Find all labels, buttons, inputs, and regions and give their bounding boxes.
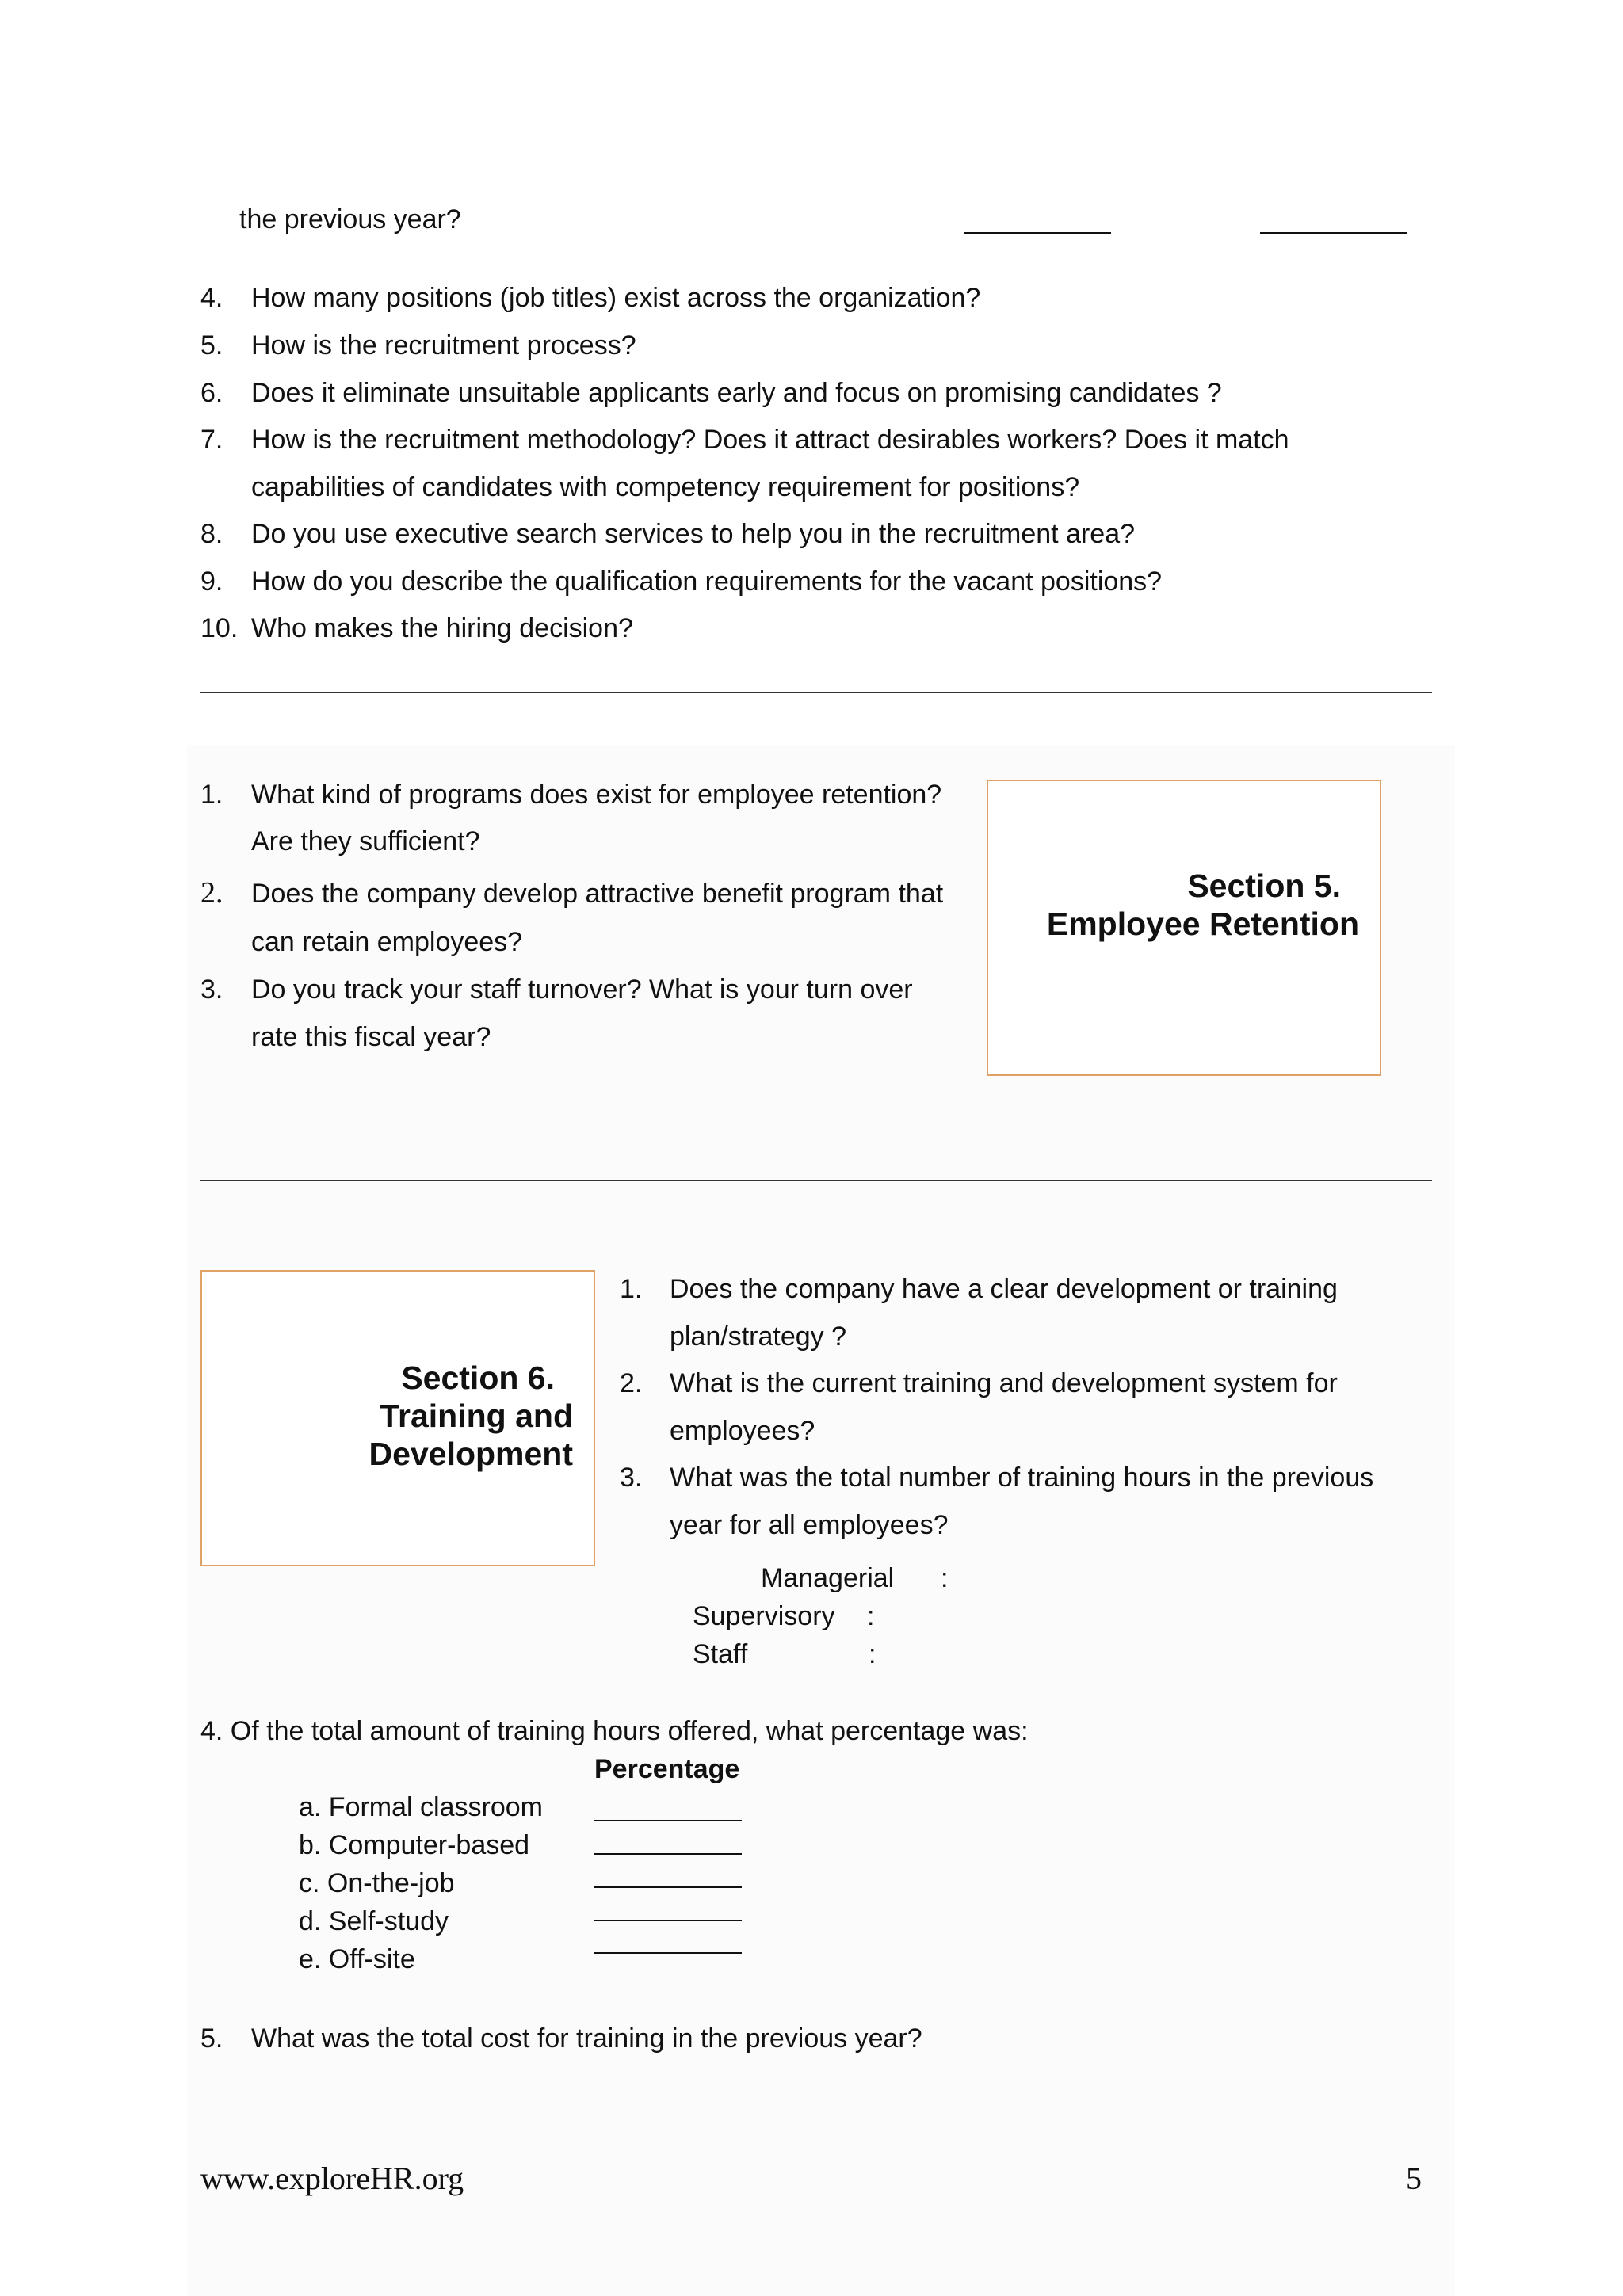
question-number: 9.: [200, 566, 223, 597]
question-number: 6.: [200, 378, 223, 408]
section-5-title: Employee Retention: [1046, 906, 1359, 942]
question-text: How many positions (job titles) exist across the organization?: [251, 283, 981, 313]
question-number: 7.: [200, 425, 223, 455]
percentage-item-label: e. Off-site: [299, 1944, 415, 1974]
question-text: Does the company have a clear development or training: [670, 1274, 1338, 1304]
hours-label-managerial: Managerial: [761, 1563, 895, 1593]
question-4-text: 4. Of the total amount of training hours offered, what percentage was:: [200, 1716, 1029, 1746]
continued-question-text: the previous year?: [239, 204, 461, 235]
question-text: What is the current training and development system for: [670, 1368, 1338, 1398]
section-6-number: Section 6.: [401, 1360, 555, 1396]
question-text: Do you track your staff turnover? What is your turn over: [251, 974, 913, 1005]
hours-colon: :: [867, 1601, 875, 1631]
section-5-number: Section 5.: [1187, 868, 1341, 904]
question-text-continued: year for all employees?: [670, 1510, 949, 1540]
question-number: 1.: [200, 780, 223, 810]
section-divider: [200, 692, 1432, 693]
question-number: 2.: [620, 1368, 643, 1398]
percentage-item-label: b. Computer-based: [299, 1830, 530, 1860]
question-text: Do you use executive search services to help you in the recruitment area?: [251, 519, 1136, 549]
question-number: 10.: [200, 613, 239, 643]
question-text-continued: employees?: [670, 1416, 815, 1446]
question-5-text: What was the total cost for training in the previous year?: [251, 2023, 922, 2054]
section-6-title-line: Development: [369, 1436, 573, 1472]
question-text-continued: plan/strategy ?: [670, 1322, 847, 1352]
question-text: How do you describe the qualification requirements for the vacant positions?: [251, 566, 1163, 597]
footer-website-link[interactable]: www.exploreHR.org: [200, 2161, 464, 2196]
percentage-item-label: c. On-the-job: [299, 1868, 455, 1898]
answer-blank-current[interactable]: [964, 232, 1111, 234]
question-text: Does the company develop attractive benefit program that: [251, 879, 944, 909]
question-text: What was the total number of training hours in the previous: [670, 1463, 1374, 1493]
hours-label-supervisory: Supervisory: [693, 1601, 835, 1631]
question-number: 3.: [200, 974, 223, 1005]
question-text: Who makes the hiring decision?: [251, 613, 633, 643]
answer-blank-previous[interactable]: [1260, 232, 1407, 234]
question-text-continued: rate this fiscal year?: [251, 1022, 491, 1052]
section-6-title-line: Training and: [380, 1398, 573, 1434]
hours-colon: :: [869, 1639, 876, 1669]
percentage-item-label: a. Formal classroom: [299, 1792, 543, 1822]
percentage-blank-self-study[interactable]: [594, 1920, 742, 1921]
question-text: How is the recruitment process?: [251, 330, 636, 360]
page-number: 5: [1406, 2161, 1422, 2196]
percentage-blank-computer-based[interactable]: [594, 1853, 742, 1855]
question-number: 4.: [200, 283, 223, 313]
question-number: 5.: [200, 330, 223, 360]
percentage-header: Percentage: [594, 1754, 740, 1784]
question-text-continued: can retain employees?: [251, 927, 523, 957]
question-text: How is the recruitment methodology? Does it attract desirables workers? Does it match: [251, 425, 1289, 455]
percentage-blank-on-the-job[interactable]: [594, 1886, 742, 1888]
percentage-blank-off-site[interactable]: [594, 1952, 742, 1954]
question-text-continued: capabilities of candidates with competency requirement for positions?: [251, 472, 1080, 502]
question-number: 2.: [200, 876, 223, 910]
section-divider: [200, 1180, 1432, 1181]
percentage-blank-formal-classroom[interactable]: [594, 1820, 742, 1821]
question-text-continued: Are they sufficient?: [251, 826, 480, 856]
question-number: 1.: [620, 1274, 643, 1304]
question-number: 8.: [200, 519, 223, 549]
question-number: 3.: [620, 1463, 643, 1493]
hours-label-staff: Staff: [693, 1639, 748, 1669]
question-text: Does it eliminate unsuitable applicants early and focus on promising candidates ?: [251, 378, 1222, 408]
percentage-item-label: d. Self-study: [299, 1906, 449, 1936]
question-text: What kind of programs does exist for employee retention?: [251, 780, 942, 810]
question-number: 5.: [200, 2023, 223, 2054]
hours-colon: :: [941, 1563, 949, 1593]
